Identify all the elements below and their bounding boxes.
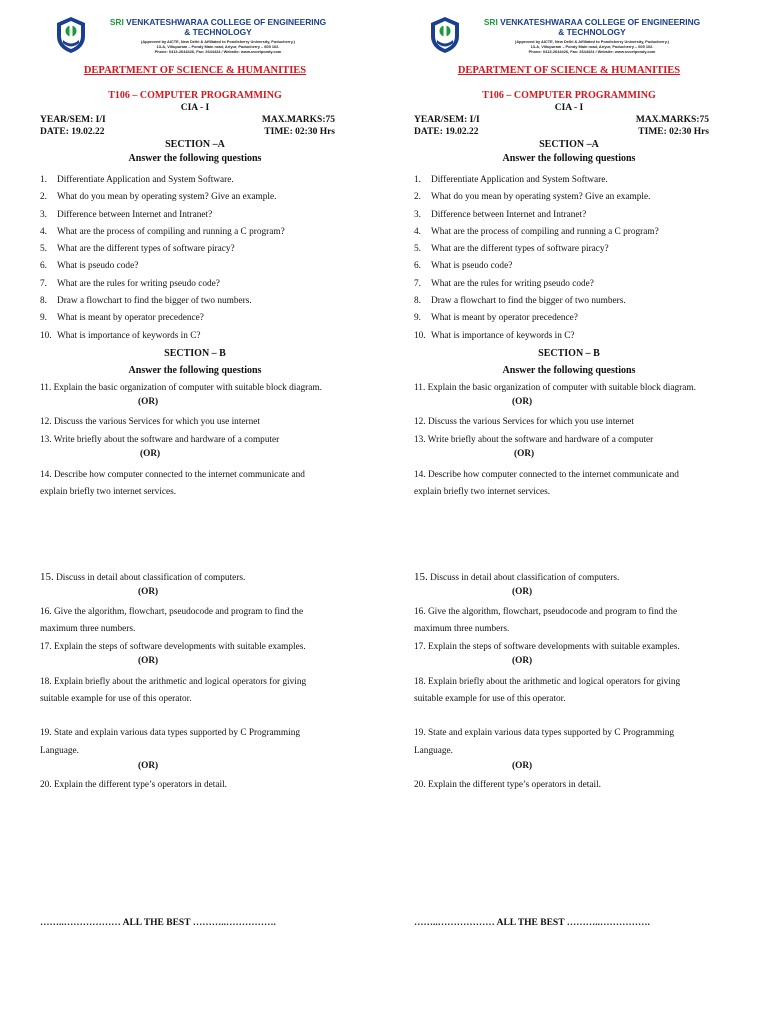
question-item: 3. Difference between Internet and Intranet?	[40, 209, 213, 220]
question-18-line-2: suitable example for use of this operator.	[40, 694, 192, 704]
course-title: T106 – COMPUTER PROGRAMMING	[482, 90, 656, 101]
question-13: 13. Write briefly about the software and hardware of a computer	[40, 435, 280, 445]
college-name-line2: & TECHNOLOGY	[558, 27, 626, 37]
course-title: T106 – COMPUTER PROGRAMMING	[108, 90, 282, 101]
question-14-line-1: 14. Describe how computer connected to the internet communicate and	[414, 470, 679, 480]
or-separator: (OR)	[138, 397, 159, 407]
college-address-block	[92, 39, 344, 55]
college-header	[54, 14, 344, 60]
address-text: 13-A, Villupuram – Pondy Main road, Ariyur, Puducherry – 605 102.	[530, 44, 654, 50]
question-12: 12. Discuss the various Services for which you use internet	[414, 417, 634, 427]
question-16-line-2: maximum three numbers.	[414, 624, 510, 634]
question-item: 5. What are the different types of software piracy?	[414, 244, 609, 255]
section-a-heading: SECTION –A	[165, 139, 225, 150]
question-item: 2. What do you mean by operating system? Give an example.	[414, 192, 651, 203]
question-18-line-1: 18. Explain briefly about the arithmetic and logical operators for giving	[40, 677, 307, 687]
question-15: 15. Discuss in detail about classification of computers.	[40, 571, 246, 583]
question-item: 6. What is pseudo code?	[40, 261, 139, 272]
section-a-instruction: Answer the following questions	[502, 153, 636, 164]
question-item: 4. What are the process of compiling and running a C program?	[414, 226, 659, 237]
college-name	[466, 17, 718, 37]
question-item: 3. Difference between Internet and Intranet?	[414, 209, 587, 220]
section-a-list	[414, 172, 734, 345]
approval-text: (Approved by AICTE, New Delhi & Affiliated to Pondicherry University, Puducherry.)	[515, 39, 669, 44]
question-11: 11. Explain the basic organization of computer with suitable block diagram.	[414, 383, 696, 393]
question-16-line-1: 16. Give the algorithm, flowchart, pseudocode and program to find the	[40, 607, 304, 617]
section-a-heading: SECTION –A	[539, 139, 599, 150]
question-14-line-2: explain briefly two internet services.	[414, 487, 551, 497]
section-b-instruction: Answer the following questions	[128, 365, 262, 376]
question-18-line-2: suitable example for use of this operator.	[414, 694, 566, 704]
college-name-sri: SRI	[109, 17, 124, 27]
question-item: 7. What are the rules for writing pseudo code?	[414, 278, 594, 289]
college-name-line2: & TECHNOLOGY	[184, 27, 252, 37]
question-14-line-2: explain briefly two internet services.	[40, 487, 177, 497]
question-item: 7. What are the rules for writing pseudo code?	[40, 278, 220, 289]
question-item: 8. Draw a flowchart to find the bigger of two numbers.	[40, 296, 252, 307]
question-17: 17. Explain the steps of software developments with suitable examples.	[40, 642, 306, 652]
question-19-line-2: Language.	[40, 746, 79, 756]
college-name-sri: SRI	[483, 17, 498, 27]
max-marks: MAX.MARKS:75	[635, 115, 709, 125]
section-b-heading: SECTION – B	[538, 348, 600, 359]
question-paper-right	[414, 0, 734, 1024]
or-separator: (OR)	[512, 397, 533, 407]
department-title: DEPARTMENT OF SCIENCE & HUMANITIES	[83, 65, 307, 76]
question-item: 9. What is meant by operator precedence?	[40, 313, 204, 324]
exam-meta-row-2	[40, 127, 335, 137]
question-19-line-1: 19. State and explain various data types supported by C Programming	[414, 728, 675, 738]
question-item: 1. Differentiate Application and System Software.	[414, 175, 608, 185]
question-12: 12. Discuss the various Services for which you use internet	[40, 417, 260, 427]
question-item: 2. What do you mean by operating system? Give an example.	[40, 192, 277, 203]
footer-all-the-best: ……..……………… ALL THE BEST ………..…………….	[40, 918, 276, 928]
question-16-line-2: maximum three numbers.	[40, 624, 136, 634]
or-separator: (OR)	[512, 761, 533, 771]
question-17: 17. Explain the steps of software developments with suitable examples.	[414, 642, 680, 652]
question-20: 20. Explain the different type’s operators in detail.	[414, 780, 602, 790]
exam-meta-row-2	[414, 127, 709, 137]
question-item: 4. What are the process of compiling and running a C program?	[40, 226, 285, 237]
question-13: 13. Write briefly about the software and hardware of a computer	[414, 435, 654, 445]
college-logo-icon	[428, 16, 462, 54]
question-item: 6. What is pseudo code?	[414, 261, 513, 272]
question-item: 1. Differentiate Application and System Software.	[40, 175, 234, 185]
year-sem: YEAR/SEM: I/I	[414, 115, 480, 125]
question-item: 5. What are the different types of software piracy?	[40, 244, 235, 255]
question-14-line-1: 14. Describe how computer connected to the internet communicate and	[40, 470, 305, 480]
question-item: 10. What is importance of keywords in C?	[414, 330, 575, 341]
question-19-line-2: Language.	[414, 746, 453, 756]
or-separator: (OR)	[512, 656, 533, 666]
exam-time: TIME: 02:30 Hrs	[264, 127, 335, 137]
question-20: 20. Explain the different type’s operators in detail.	[40, 780, 228, 790]
or-separator: (OR)	[138, 587, 159, 597]
or-separator: (OR)	[138, 761, 159, 771]
question-19-line-1: 19. State and explain various data types supported by C Programming	[40, 728, 301, 738]
question-15: 15. Discuss in detail about classification of computers.	[414, 571, 620, 583]
or-separator: (OR)	[514, 449, 535, 459]
exam-time: TIME: 02:30 Hrs	[638, 127, 709, 137]
max-marks: MAX.MARKS:75	[261, 115, 335, 125]
college-name-line1: VENKATESHWARAA COLLEGE OF ENGINEERING	[126, 17, 327, 27]
address-text: 13-A, Villupuram – Pondy Main road, Ariyur, Puducherry – 605 102.	[156, 44, 280, 50]
question-16-line-1: 16. Give the algorithm, flowchart, pseudocode and program to find the	[414, 607, 678, 617]
or-separator: (OR)	[512, 587, 533, 597]
exam-meta-row-1	[414, 115, 709, 125]
question-11: 11. Explain the basic organization of computer with suitable block diagram.	[40, 383, 322, 393]
section-a-list	[40, 172, 360, 345]
exam-date: DATE: 19.02.22	[414, 127, 479, 137]
question-paper-left	[40, 0, 360, 1024]
section-a-instruction: Answer the following questions	[128, 153, 262, 164]
exam-name: CIA - I	[554, 103, 584, 113]
college-header	[428, 14, 718, 60]
college-name-line1: VENKATESHWARAA COLLEGE OF ENGINEERING	[500, 17, 701, 27]
or-separator: (OR)	[140, 449, 161, 459]
college-name	[92, 17, 344, 37]
section-b-heading: SECTION – B	[164, 348, 226, 359]
section-b-instruction: Answer the following questions	[502, 365, 636, 376]
college-address-block	[466, 39, 718, 55]
question-item: 10. What is importance of keywords in C?	[40, 330, 201, 341]
exam-date: DATE: 19.02.22	[40, 127, 105, 137]
exam-meta-row-1	[40, 115, 335, 125]
year-sem: YEAR/SEM: I/I	[40, 115, 106, 125]
question-item: 8. Draw a flowchart to find the bigger of two numbers.	[414, 296, 626, 307]
or-separator: (OR)	[138, 656, 159, 666]
contact-text: Phone: 0413-2644426, Fax: 2644424 / Website: www.svcetpondy.com	[528, 49, 656, 55]
department-title: DEPARTMENT OF SCIENCE & HUMANITIES	[457, 65, 681, 76]
exam-name: CIA - I	[180, 103, 210, 113]
question-18-line-1: 18. Explain briefly about the arithmetic and logical operators for giving	[414, 677, 681, 687]
approval-text: (Approved by AICTE, New Delhi & Affiliated to Pondicherry University, Puducherry.)	[141, 39, 295, 44]
contact-text: Phone: 0413-2644426, Fax: 2644424 / Website: www.svcetpondy.com	[154, 49, 282, 55]
footer-all-the-best: ……..……………… ALL THE BEST ………..…………….	[414, 918, 650, 928]
question-item: 9. What is meant by operator precedence?	[414, 313, 578, 324]
college-logo-icon	[54, 16, 88, 54]
